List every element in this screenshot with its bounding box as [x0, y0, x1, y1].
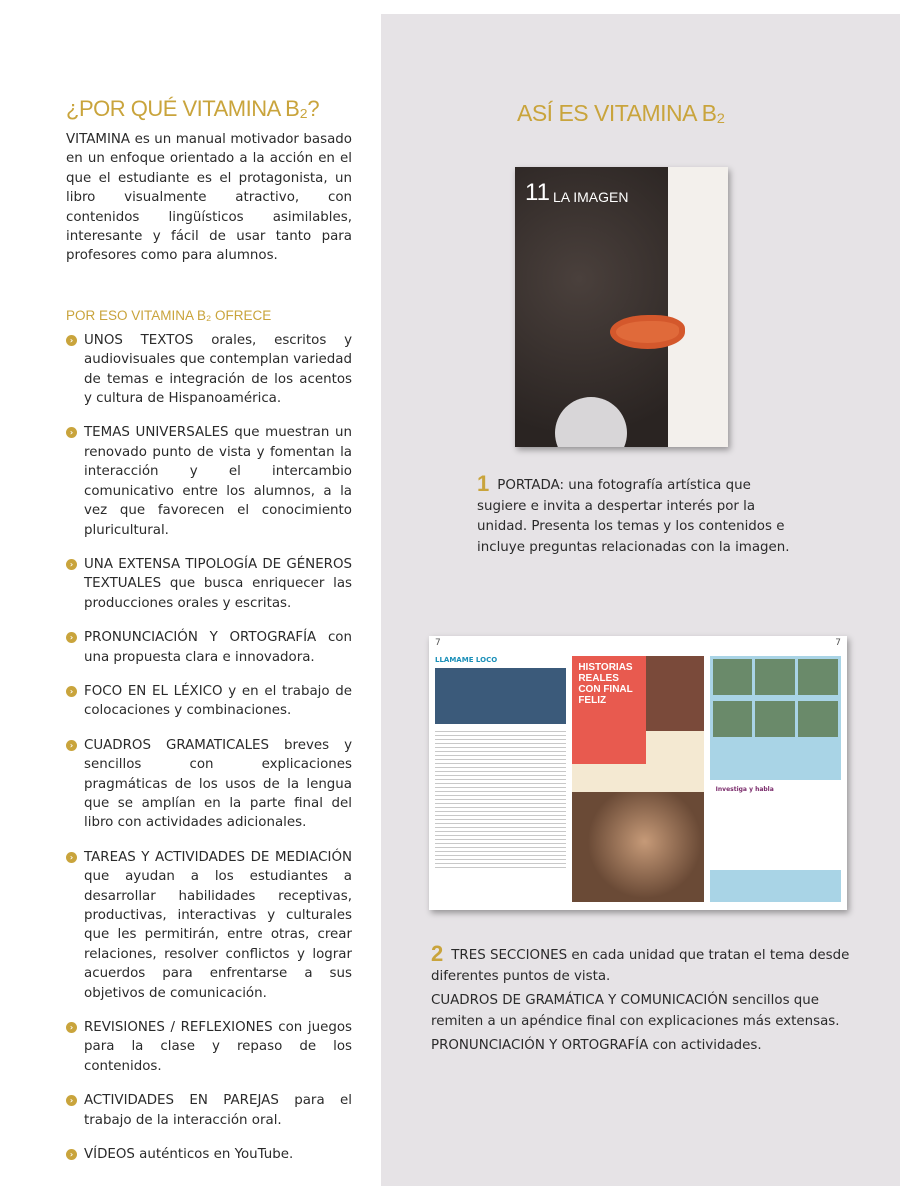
- offer-item-bold: VÍDEOS: [84, 1147, 135, 1163]
- investiga-heading: Investiga y habla: [715, 786, 774, 793]
- chevron-bullet-icon: ›: [66, 632, 77, 643]
- offer-item-text: con una propuesta clara e innovadora.: [84, 630, 352, 665]
- why-vitamina-column: [66, 96, 352, 1179]
- chevron-bullet-icon: ›: [66, 1149, 77, 1160]
- caption-number: 2: [431, 941, 444, 966]
- offer-item-text: orales, escritos y audiovisuales que contemplan variedad de temas e integración de los acentos y cultura de Hispanoamérica.: [84, 332, 352, 407]
- chevron-bullet-icon: ›: [66, 740, 77, 751]
- offer-item-text: que ayudan a los estudiantes a desarrollar habilidades receptivas, productivas, interactivas y culturales que les permitirán, entre otras, crear relaciones, resolver conflictos y lograr acuerdos para enfrentarse a sus objetivos de comunicación.: [84, 869, 352, 1001]
- intro-paragraph: VITAMINA es un manual motivador basado en un enfoque orientado a la acción en el que el estudiante es el protagonista, un libro visualmente atractivo, con contenidos lingüísticos asimilables, interesante y fácil de usar tanto para profesores como para alumnos.: [66, 132, 352, 264]
- offer-item-bold: FOCO EN EL LÉXICO: [84, 683, 223, 699]
- offer-item-bold: TAREAS Y ACTIVIDADES DE MEDIACIÓN: [84, 849, 352, 865]
- offer-item: [66, 555, 352, 613]
- offer-item-text: auténticos en YouTube.: [134, 1147, 294, 1163]
- offer-item: [66, 682, 352, 721]
- offer-item: [66, 736, 352, 833]
- caption-pronunciation: PRONUNCIACIÓN Y ORTOGRAFÍA con actividades.: [431, 1038, 762, 1053]
- chevron-bullet-icon: ›: [66, 335, 77, 346]
- chevron-bullet-icon: ›: [66, 686, 77, 697]
- offer-item: [66, 1091, 352, 1130]
- chevron-bullet-icon: ›: [66, 1095, 77, 1106]
- offer-item-bold: TEMAS UNIVERSALES: [84, 425, 229, 441]
- offer-item-text: breves y sencillos con explicaciones pragmáticas de los usos de la lengua que se amplían en la parte final del libro con actividades adicionales.: [84, 737, 352, 831]
- cover-image: [515, 167, 728, 447]
- chevron-bullet-icon: ›: [66, 852, 77, 863]
- offer-item-text: con juegos para la clase y repaso de los contenidos.: [84, 1020, 352, 1074]
- chevron-bullet-icon: ›: [66, 1022, 77, 1033]
- cover-unit-title: LA IMAGEN: [553, 189, 629, 205]
- offer-item: [66, 628, 352, 667]
- offer-item-text: que busca enriquecer las producciones orales y escritas.: [84, 576, 352, 611]
- offer-item-text: y en el trabajo de colocaciones y combinaciones.: [84, 683, 353, 719]
- offer-item-text: para el trabajo de la interacción oral.: [84, 1093, 353, 1128]
- offers-subtitle: POR ESO VITAMINA B₂ OFRECE: [66, 307, 272, 323]
- offer-item: [66, 331, 352, 409]
- caption-number: 1: [477, 471, 490, 496]
- book-spread-image: [429, 636, 847, 910]
- caption-text: TRES SECCIONES en cada unidad que tratan el tema desde diferentes puntos de vista.: [431, 948, 850, 984]
- offer-item: [66, 848, 352, 1003]
- offer-item-bold: ACTIVIDADES EN PAREJAS: [84, 1093, 279, 1109]
- offer-item-bold: REVISIONES / REFLEXIONES: [84, 1020, 273, 1036]
- page-number-left: 7: [435, 638, 441, 648]
- offer-item: [66, 1145, 352, 1164]
- chevron-bullet-icon: ›: [66, 559, 77, 570]
- cover-unit-number: 11: [525, 179, 550, 206]
- offer-item-bold: CUADROS GRAMATICALES: [84, 737, 269, 753]
- caption-2: [431, 941, 851, 1057]
- caption-1: [477, 471, 797, 558]
- chevron-bullet-icon: ›: [66, 427, 77, 438]
- offer-item: [66, 423, 352, 539]
- page-number-right: 7: [835, 638, 841, 648]
- panel-title: ASÍ ES VITAMINA B₂: [517, 100, 725, 126]
- offer-item-bold: UNOS TEXTOS: [84, 332, 194, 348]
- offer-item-bold: UNA EXTENSA TIPOLOGÍA DE GÉNEROS TEXTUALES: [84, 556, 352, 592]
- section-heading: LLÁMAME LOCO: [435, 656, 498, 664]
- caption-grammar: CUADROS DE GRAMÁTICA Y COMUNICACIÓN sencillos que remiten a un apéndice final con explicaciones más extensas.: [431, 993, 840, 1029]
- offer-item-bold: PRONUNCIACIÓN Y ORTOGRAFÍA: [84, 630, 317, 646]
- feature-heading: HISTORIAS REALES CON FINAL FELIZ: [572, 656, 646, 764]
- section-title: ¿POR QUÉ VITAMINA B₂?: [66, 96, 320, 121]
- offer-item: [66, 1018, 352, 1076]
- caption-text: PORTADA: una fotografía artística que sugiere e invita a despertar interés por la unidad. Presenta los temas y los contenidos e incluye preguntas relacionadas con la imagen.: [477, 478, 790, 555]
- features-panel: [381, 14, 900, 1186]
- offer-item-text: que muestran un renovado punto de vista y fomentan la interacción y el intercambio comunicativo entre los alumnos, a la vez que favorecen el conocimiento pluricultural.: [84, 425, 352, 538]
